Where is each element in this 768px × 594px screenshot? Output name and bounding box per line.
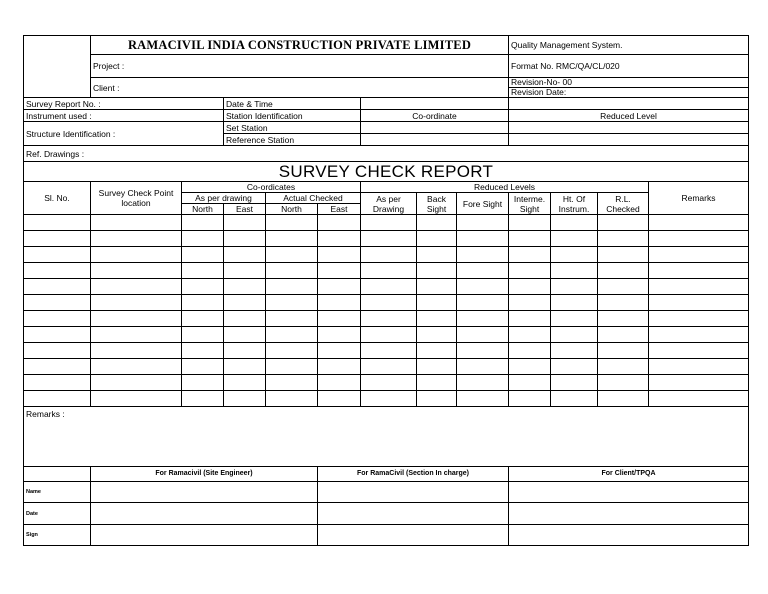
table-cell[interactable] (598, 327, 649, 343)
table-cell[interactable] (417, 391, 457, 407)
table-cell[interactable] (224, 263, 266, 279)
table-cell[interactable] (266, 247, 318, 263)
table-cell[interactable] (318, 263, 361, 279)
table-cell[interactable] (24, 215, 91, 231)
table-cell[interactable] (318, 359, 361, 375)
table-cell[interactable] (266, 263, 318, 279)
table-cell[interactable] (598, 215, 649, 231)
signoff-corner (24, 467, 91, 482)
table-cell[interactable] (598, 279, 649, 295)
revision-date: Revision Date: (511, 87, 567, 97)
table-cell[interactable] (266, 311, 318, 327)
table-cell[interactable] (318, 295, 361, 311)
table-row (24, 231, 749, 247)
table-cell[interactable] (224, 311, 266, 327)
table-cell[interactable] (417, 279, 457, 295)
table-cell[interactable] (417, 327, 457, 343)
table-cell[interactable] (649, 327, 749, 343)
survey-report-no-field[interactable]: Survey Report No. : (24, 98, 224, 110)
site-engineer-date[interactable] (91, 503, 318, 525)
table-cell[interactable] (224, 215, 266, 231)
table-cell[interactable] (649, 263, 749, 279)
table-cell[interactable] (318, 247, 361, 263)
table-cell[interactable] (361, 215, 417, 231)
table-cell[interactable] (649, 215, 749, 231)
table-cell[interactable] (182, 263, 224, 279)
table-cell[interactable] (24, 391, 91, 407)
table-cell[interactable] (24, 295, 91, 311)
table-cell[interactable] (457, 279, 509, 295)
table-cell[interactable] (91, 375, 182, 391)
table-cell[interactable] (361, 311, 417, 327)
form-table (23, 35, 749, 546)
table-cell[interactable] (224, 279, 266, 295)
set-station-label: Set Station (224, 122, 361, 134)
table-cell[interactable] (551, 327, 598, 343)
table-cell[interactable] (182, 215, 224, 231)
table-cell[interactable] (361, 359, 417, 375)
table-cell[interactable] (457, 311, 509, 327)
col-survey-check-point: Survey Check Point location (91, 182, 182, 215)
table-cell[interactable] (318, 231, 361, 247)
table-cell[interactable] (182, 327, 224, 343)
table-cell[interactable] (598, 311, 649, 327)
table-cell[interactable] (509, 327, 551, 343)
client-field[interactable]: Client : (91, 78, 509, 98)
table-cell[interactable] (361, 279, 417, 295)
table-cell[interactable] (649, 375, 749, 391)
table-cell[interactable] (457, 343, 509, 359)
table-cell[interactable] (551, 231, 598, 247)
table-cell[interactable] (417, 295, 457, 311)
table-cell[interactable] (649, 311, 749, 327)
table-cell[interactable] (224, 295, 266, 311)
table-cell[interactable] (24, 359, 91, 375)
table-cell[interactable] (24, 279, 91, 295)
table-cell[interactable] (598, 375, 649, 391)
table-cell[interactable] (91, 311, 182, 327)
info-blank (509, 98, 749, 110)
signoff-section-in-charge: For RamaCivil (Section In charge) (318, 467, 509, 482)
table-cell[interactable] (457, 263, 509, 279)
reference-station-level[interactable] (509, 134, 749, 146)
client-name[interactable] (509, 482, 749, 503)
signoff-sign-label: Sign (24, 525, 91, 546)
table-cell[interactable] (509, 295, 551, 311)
table-cell[interactable] (551, 375, 598, 391)
col-ht-of-instrum: Ht. Of Instrum. (551, 193, 598, 215)
table-cell[interactable] (361, 295, 417, 311)
table-row (24, 263, 749, 279)
table-cell[interactable] (91, 231, 182, 247)
table-cell[interactable] (91, 247, 182, 263)
table-cell[interactable] (224, 343, 266, 359)
table-cell[interactable] (598, 263, 649, 279)
date-time-value[interactable] (361, 98, 509, 110)
table-cell[interactable] (182, 311, 224, 327)
survey-check-report-form (23, 35, 748, 546)
table-cell[interactable] (457, 327, 509, 343)
table-cell[interactable] (551, 311, 598, 327)
table-row (24, 391, 749, 407)
table-cell[interactable] (598, 231, 649, 247)
table-cell[interactable] (509, 263, 551, 279)
table-cell[interactable] (224, 375, 266, 391)
table-cell[interactable] (649, 279, 749, 295)
reference-station-label: Reference Station (224, 134, 361, 146)
table-cell[interactable] (649, 359, 749, 375)
date-time-label: Date & Time (224, 98, 361, 110)
qms-label: Quality Management System. (509, 36, 749, 55)
table-cell[interactable] (417, 359, 457, 375)
table-cell[interactable] (24, 327, 91, 343)
col-fore-sight: Fore Sight (457, 193, 509, 215)
table-cell[interactable] (361, 263, 417, 279)
table-cell[interactable] (551, 215, 598, 231)
col-actual-checked: Actual Checked (266, 193, 361, 204)
set-station-level[interactable] (509, 122, 749, 134)
table-cell[interactable] (509, 279, 551, 295)
table-cell[interactable] (91, 215, 182, 231)
table-cell[interactable] (266, 215, 318, 231)
table-cell[interactable] (318, 327, 361, 343)
table-cell[interactable] (266, 279, 318, 295)
instrument-used-field[interactable]: Instrument used : (24, 110, 224, 122)
col-remarks: Remarks (649, 182, 749, 215)
table-cell[interactable] (598, 247, 649, 263)
revision-cell (509, 78, 749, 98)
table-cell[interactable] (182, 375, 224, 391)
table-cell[interactable] (457, 359, 509, 375)
table-cell[interactable] (417, 311, 457, 327)
col-rl-checked: R.L. Checked (598, 193, 649, 215)
table-cell[interactable] (417, 263, 457, 279)
signoff-name-label: Name (24, 482, 91, 503)
table-cell[interactable] (224, 359, 266, 375)
table-cell[interactable] (509, 391, 551, 407)
col-actual-east: East (318, 204, 361, 215)
table-cell[interactable] (318, 215, 361, 231)
table-cell[interactable] (361, 327, 417, 343)
table-cell[interactable] (417, 343, 457, 359)
table-cell[interactable] (457, 247, 509, 263)
table-cell[interactable] (417, 215, 457, 231)
table-cell[interactable] (457, 375, 509, 391)
table-cell[interactable] (509, 343, 551, 359)
table-cell[interactable] (91, 391, 182, 407)
table-cell[interactable] (24, 247, 91, 263)
structure-identification-field[interactable]: Structure Identification : (24, 122, 224, 146)
section-in-charge-sign[interactable] (318, 525, 509, 546)
table-cell[interactable] (266, 343, 318, 359)
reference-station-coordinate[interactable] (361, 134, 509, 146)
table-cell[interactable] (417, 247, 457, 263)
revision-number: Revision-No- 00 (509, 78, 748, 88)
table-cell[interactable] (318, 279, 361, 295)
table-cell[interactable] (361, 375, 417, 391)
table-cell[interactable] (361, 231, 417, 247)
section-in-charge-date[interactable] (318, 503, 509, 525)
table-cell[interactable] (509, 375, 551, 391)
table-cell[interactable] (361, 247, 417, 263)
table-cell[interactable] (182, 391, 224, 407)
col-as-per-drawing: As per drawing (182, 193, 266, 204)
table-cell[interactable] (551, 343, 598, 359)
table-cell[interactable] (598, 359, 649, 375)
col-rl-as-per-drawing: As per Drawing (361, 193, 417, 215)
table-cell[interactable] (266, 327, 318, 343)
table-cell[interactable] (361, 391, 417, 407)
table-cell[interactable] (417, 375, 457, 391)
company-name: RAMACIVIL INDIA CONSTRUCTION PRIVATE LIMITED (91, 36, 509, 55)
table-cell[interactable] (457, 295, 509, 311)
table-cell[interactable] (598, 391, 649, 407)
table-cell[interactable] (457, 231, 509, 247)
table-cell[interactable] (24, 311, 91, 327)
client-sign[interactable] (509, 525, 749, 546)
table-cell[interactable] (509, 231, 551, 247)
table-cell[interactable] (266, 231, 318, 247)
project-field[interactable]: Project : (91, 55, 509, 78)
table-cell[interactable] (551, 263, 598, 279)
table-cell[interactable] (551, 391, 598, 407)
station-identification-label: Station Identification (224, 110, 361, 122)
set-station-coordinate[interactable] (361, 122, 509, 134)
col-drawing-north: North (182, 204, 224, 215)
table-row (24, 295, 749, 311)
site-engineer-sign[interactable] (91, 525, 318, 546)
table-cell[interactable] (91, 343, 182, 359)
table-cell[interactable] (361, 343, 417, 359)
table-cell[interactable] (598, 295, 649, 311)
table-row (24, 215, 749, 231)
table-row (24, 375, 749, 391)
col-co-ordicates: Co-ordicates (182, 182, 361, 193)
co-ordinate-header: Co-ordinate (361, 110, 509, 122)
table-cell[interactable] (551, 247, 598, 263)
table-cell[interactable] (24, 375, 91, 391)
table-cell[interactable] (318, 343, 361, 359)
table-row (24, 343, 749, 359)
table-cell[interactable] (224, 391, 266, 407)
table-cell[interactable] (318, 391, 361, 407)
ref-drawings-field[interactable]: Ref. Drawings : (24, 146, 749, 162)
table-cell[interactable] (266, 295, 318, 311)
table-cell[interactable] (91, 327, 182, 343)
table-cell[interactable] (649, 343, 749, 359)
table-cell[interactable] (24, 231, 91, 247)
table-cell[interactable] (182, 247, 224, 263)
table-cell[interactable] (266, 375, 318, 391)
col-drawing-east: East (224, 204, 266, 215)
table-row (24, 279, 749, 295)
table-cell[interactable] (649, 295, 749, 311)
table-cell[interactable] (457, 215, 509, 231)
table-cell[interactable] (224, 247, 266, 263)
table-row (24, 311, 749, 327)
logo-cell (24, 36, 91, 98)
table-cell[interactable] (224, 231, 266, 247)
table-cell[interactable] (417, 231, 457, 247)
table-row (24, 327, 749, 343)
table-cell[interactable] (318, 311, 361, 327)
table-cell[interactable] (182, 295, 224, 311)
table-cell[interactable] (598, 343, 649, 359)
table-cell[interactable] (551, 279, 598, 295)
table-cell[interactable] (182, 279, 224, 295)
table-cell[interactable] (266, 359, 318, 375)
section-in-charge-name[interactable] (318, 482, 509, 503)
table-cell[interactable] (91, 263, 182, 279)
col-back-sight: Back Sight (417, 193, 457, 215)
table-cell[interactable] (509, 311, 551, 327)
table-cell[interactable] (224, 327, 266, 343)
format-number: Format No. RMC/QA/CL/020 (509, 55, 749, 78)
signoff-date-label: Date (24, 503, 91, 525)
table-cell[interactable] (182, 359, 224, 375)
table-cell[interactable] (91, 295, 182, 311)
signoff-site-engineer: For Ramacivil (Site Engineer) (91, 467, 318, 482)
col-reduced-levels: Reduced Levels (361, 182, 649, 193)
site-engineer-name[interactable] (91, 482, 318, 503)
table-row (24, 359, 749, 375)
table-cell[interactable] (509, 247, 551, 263)
table-cell[interactable] (551, 359, 598, 375)
table-cell[interactable] (649, 247, 749, 263)
table-cell[interactable] (91, 279, 182, 295)
table-cell[interactable] (24, 343, 91, 359)
table-cell[interactable] (91, 359, 182, 375)
report-title: SURVEY CHECK REPORT (24, 162, 749, 182)
table-cell[interactable] (318, 375, 361, 391)
col-interme-sight: Interme. Sight (509, 193, 551, 215)
col-sl-no: Sl. No. (24, 182, 91, 215)
signoff-client-tpqa: For Client/TPQA (509, 467, 749, 482)
table-cell[interactable] (182, 231, 224, 247)
remarks-field[interactable]: Remarks : (24, 407, 749, 467)
table-cell[interactable] (509, 359, 551, 375)
col-actual-north: North (266, 204, 318, 215)
table-cell[interactable] (509, 215, 551, 231)
table-cell[interactable] (649, 391, 749, 407)
table-cell[interactable] (457, 391, 509, 407)
table-cell[interactable] (266, 391, 318, 407)
table-row (24, 247, 749, 263)
table-cell[interactable] (551, 295, 598, 311)
table-cell[interactable] (182, 343, 224, 359)
reduced-level-header: Reduced Level (509, 110, 749, 122)
table-cell[interactable] (649, 231, 749, 247)
client-date[interactable] (509, 503, 749, 525)
table-cell[interactable] (24, 263, 91, 279)
